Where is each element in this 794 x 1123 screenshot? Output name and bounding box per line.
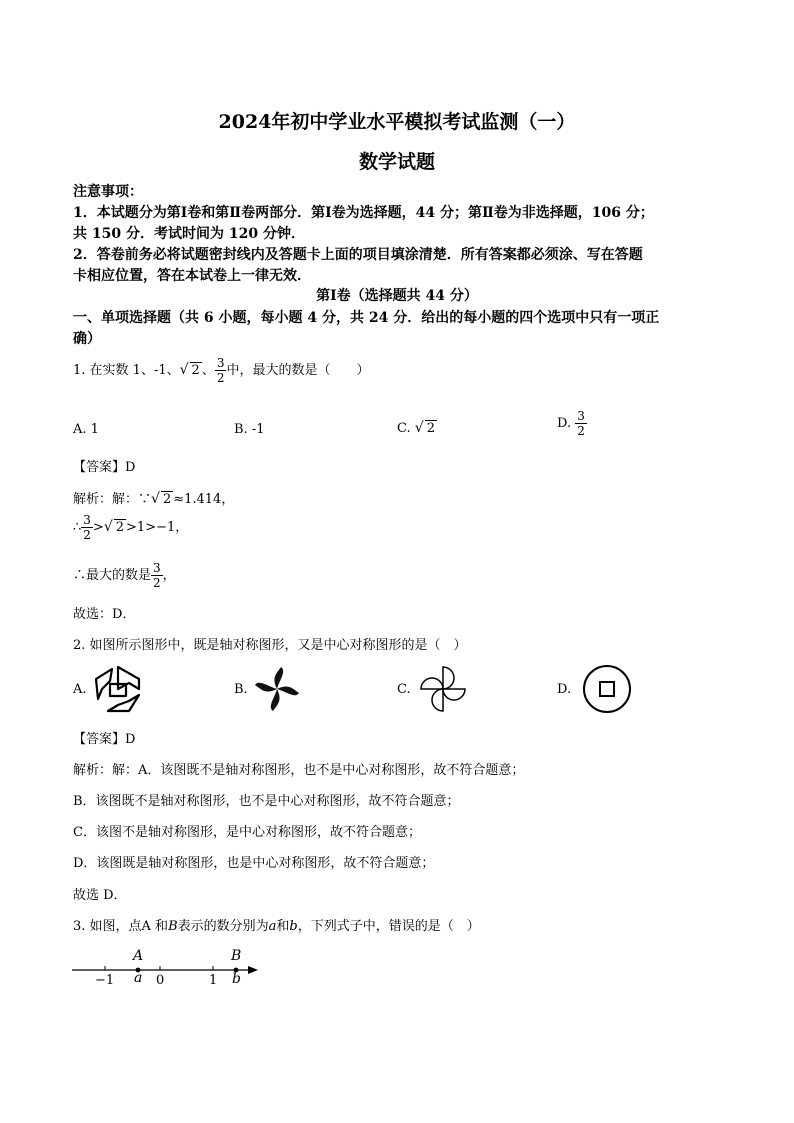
q1-solution-line4: 故选：D． bbox=[73, 607, 136, 622]
q1-solution-line2: ∴ $\frac{3}{2}$ >√ 2 >1>−1， bbox=[73, 513, 189, 542]
q2-stem: 2. 如图所示图形中，既是轴对称图形，又是中心对称图形的是（ ） bbox=[73, 638, 467, 653]
q2-option-a[interactable]: A. bbox=[73, 682, 87, 697]
q1-answer: 【答案】D bbox=[73, 460, 136, 475]
notice-item1-line1: 1．本试题分为第Ⅰ卷和第Ⅱ卷两部分．第Ⅰ卷为选择题，44 分；第Ⅱ卷为非选择题，106 分； bbox=[73, 205, 654, 221]
q2-option-b[interactable]: B. bbox=[234, 682, 248, 697]
tick-label-minus1: −1 bbox=[95, 973, 115, 988]
q2-solution-line1: 解析：解：A．该图既不是轴对称图形，也不是中心对称图形，故不符合题意； bbox=[73, 763, 525, 778]
q1-stem: 1. 在实数 1、-1、√ 2 、 $\frac{3}{2}$ 中，最大的数是（ ） bbox=[73, 356, 370, 385]
notice-item2-line1: 2．答卷前务必将试题密封线内及答题卡上面的项目填涂清楚．所有答案都必须涂、写在答题 bbox=[73, 247, 643, 263]
q1-option-b[interactable]: B. -1 bbox=[234, 422, 265, 437]
section-heading-line1: 一、单项选择题（共 6 小题，每小题 4 分，共 24 分．给出的每小题的四个选项中只有一项正 bbox=[73, 310, 660, 326]
coin-square-hole-icon bbox=[582, 664, 632, 714]
q2-option-c[interactable]: C. bbox=[397, 682, 411, 697]
q2-solution-line4: D．该图既是轴对称图形，也是中心对称图形，故不符合题意； bbox=[73, 856, 435, 871]
point-label-A: A bbox=[133, 948, 144, 964]
tick-label-b: b bbox=[232, 971, 241, 987]
four-petal-flower-icon bbox=[254, 666, 300, 712]
tick-label-1: 1 bbox=[209, 973, 218, 988]
section-heading-line2: 确） bbox=[73, 331, 101, 347]
q1-solution-line3: ∴最大的数是 $\frac{3}{2}$ ， bbox=[73, 561, 176, 590]
q1-option-d[interactable]: D. $\frac{3}{2}$ bbox=[557, 409, 585, 438]
pinwheel-icon bbox=[418, 664, 468, 714]
q2-solution-line5: 故选 D． bbox=[73, 888, 127, 903]
notice-heading: 注意事项： bbox=[73, 184, 143, 200]
q2-solution-line3: C．该图不是轴对称图形，是中心对称图形，故不符合题意； bbox=[73, 825, 421, 840]
notice-item1-line2: 共 150 分．考试时间为 120 分钟． bbox=[73, 226, 305, 242]
q1-option-c[interactable]: C. √ 2 bbox=[397, 420, 435, 436]
tick-label-a: a bbox=[134, 970, 143, 986]
q2-answer: 【答案】D bbox=[73, 732, 136, 747]
q1-sqrt: 2 bbox=[191, 363, 200, 378]
tick-label-0: 0 bbox=[156, 973, 165, 988]
q1-option-a[interactable]: A. 1 bbox=[73, 422, 99, 437]
part1-heading: 第Ⅰ卷（选择题共 44 分） bbox=[316, 288, 478, 304]
point-label-B: B bbox=[231, 948, 242, 964]
page-title: 2024年初中学业水平模拟考试监测（一） bbox=[218, 111, 576, 133]
q1-fraction: $\frac{3}{2}$ bbox=[216, 356, 225, 385]
page-subtitle: 数学试题 bbox=[358, 151, 435, 173]
q3-stem: 3. 如图，点A 和B表示的数分别为a和b，下列式子中，错误的是（ ） bbox=[73, 919, 480, 934]
hexagon-triskelion-icon bbox=[92, 664, 144, 714]
q1-solution-line1: 解析：解：∵√ 2 ≈1.414， bbox=[73, 491, 235, 507]
notice-item2-line2: 卡相应位置，答在本试卷上一律无效． bbox=[73, 268, 311, 284]
q2-option-d[interactable]: D. bbox=[557, 682, 572, 697]
q2-solution-line2: B．该图既不是轴对称图形，也不是中心对称图形，故不符合题意； bbox=[73, 794, 460, 809]
